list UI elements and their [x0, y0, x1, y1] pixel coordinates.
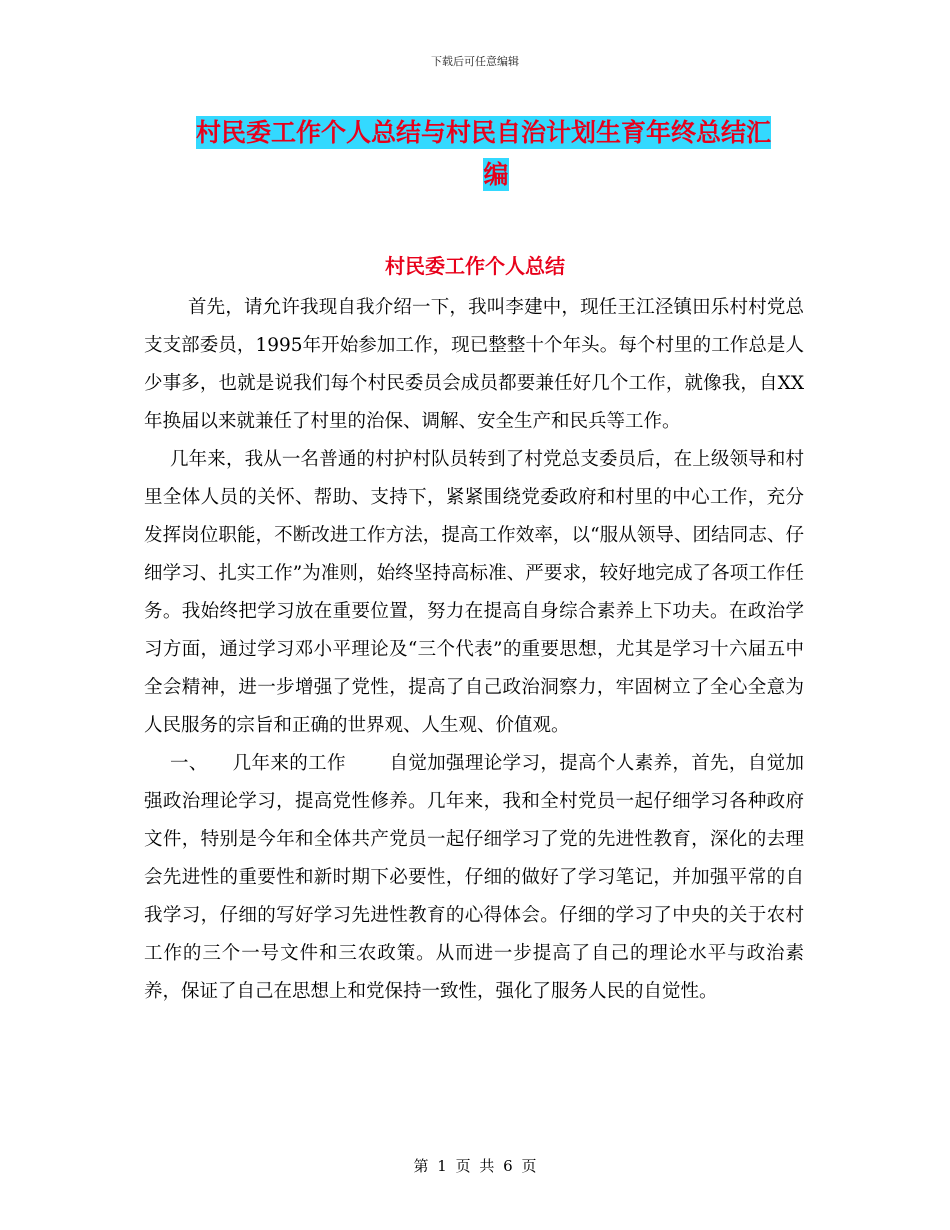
header-note: 下载后可任意编辑 — [431, 55, 519, 68]
paragraph-introduction: 首先，请允许我现自我介绍一下，我叫李建中，现任王江泾镇田乐村村党总支支部委员，1995年开始参加工作，现已整整十个年头。每个村里的工作总是人少事多，也就是说我们每个村民委员会成员都要兼任好几个工作，就像我，自XX年换届以来就兼任了村里的治保、调解、安全生产和民兵等工作。 — [144, 297, 804, 432]
document-body — [144, 289, 804, 1011]
title-line-1: 村民委工作个人总结与村民自治计划生育年终总结汇 — [196, 118, 772, 147]
document-title — [196, 112, 806, 196]
paragraph-section-one: 一、 几年来的工作 自觉加强理论学习，提高个人素养，首先，自觉加强政治理论学习，提高党性修养。几年来，我和全村党员一起仔细学习各种政府文件，特别是今年和全体共产党员一起仔细学习了党的先进性教育，深化的去理会先进性的重要性和新时期下必要性，仔细的做好了学习笔记，并加强平常的自我学习，仔细的写好学习先进性教育的心得体会。仔细的学习了中央的关于农村工作的三个一号文件和三农政策。从而进一步提高了自己的理论水平与政治素养，保证了自己在思想上和党保持一致性，强化了服务人民的自觉性。 — [144, 753, 804, 1002]
title-line-2: 编 — [483, 160, 509, 189]
page-footer: 第 1 页 共 6 页 — [413, 1157, 537, 1175]
paragraph-work-overview: 几年来，我从一名普通的村护村队员转到了村党总支委员后，在上级领导和村里全体人员的关怀、帮助、支持下，紧紧围绕党委政府和村里的中心工作，充分发挥岗位职能，不断改进工作方法，提高工作效率，以“服从领导、团结同志、仔细学习、扎实工作”为准则，始终坚持高标准、严要求，较好地完成了各项工作任务。我始终把学习放在重要位置，努力在提高自身综合素养上下功夫。在政治学习方面，通过学习邓小平理论及“三个代表”的重要思想，尤其是学习十六届五中全会精神，进一步增强了党性，提高了自己政治洞察力，牢固树立了全心全意为人民服务的宗旨和正确的世界观、人生观、价值观。 — [144, 449, 804, 736]
section-title: 村民委工作个人总结 — [385, 254, 565, 278]
